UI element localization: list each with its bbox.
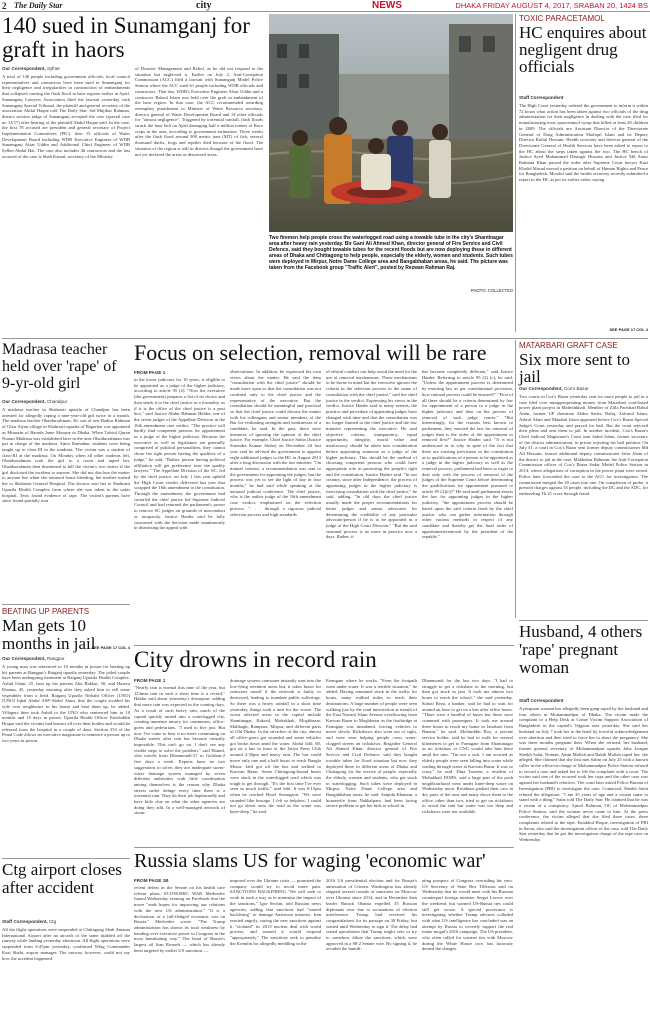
flood-photo <box>269 14 513 232</box>
story-russia <box>134 850 514 1031</box>
body: A young man was sentenced to 10 months in prison for beating up his parents at Rangpur's Raiganj upazila yesterday. The jailed couple have been undergoing treatment at Raiganj Upazila Health Complex. Aahid Islam, 25, beat up his parents Abu Bakkar, 50, and Hazera Khatun, 45, yesterday morning after they asked him to sell some vegetables from a field. Raiganj Upazila Nirbahi Officer (UNO) [UNO] Iqbal Abdul ASP-Abdul Alam, that the couple scolded his wife over neighbours to his house and beat them up, he added. Villagers then took Aahid to the UNO who sentenced him to 10 months and 10 days in prison. Upazila Health Officer Fariduddin Hoque said the victims had bruises all over their bodies and would be released from the hospital in a couple of days. Section 353 of the Penal Code allows an executive magistrate to sentence a person up to two years in prison. <box>2 664 130 744</box>
story-sunamganj <box>2 14 264 336</box>
headline: Focus on selection, removal will be rare <box>134 340 487 365</box>
body-col-2: drainage system, rainwater instantly runs into the low-lying retention areas but, it takes hours for rainwater runoff if the network is faulty or destroyed, leading to inundate public sufferings. So there was a heavy rainfall in a short time yesterday, things took a turn for the worse. The worst affected areas in the capital include Shantinagar, Kakrail, Mohakhali, Moghbazar, Malibagh, Rampura, Mirpur, and different parts of Old Dhaka. In the stretches of the city, almost all office-goers got stranded and some vehicles got broke down amid the water. Abdul Jalil, 60, got on a bus in front of the Jatiya Press Club around 2:30pm and heavy rain. The bus could move only one and a half hours to reach Bangla Motor. Jalil got off the bus and walked to Karwan Bazar. Some Chittagong-bound buses were stuck in the waterlogged road which was tough to get through. "It's the first time I've ever seen so much traffic," said Jalil. It was 6:15pm when he reached Hotel Sonargaon. "We were stranded like hostage. I felt so helpless. I could not go down onto the road as the water was knee-deep," he said. <box>230 678 321 815</box>
body-col-1: A total of 140 people including government officials, local council representatives and contractors have been sued in Sunamganj for their negligence and irregularities in construction of embankments that collapsed causing the flash flood in haor regions earlier in April. Sunamganj Lawyers Association filed the lawsuit yesterday with Sunamganj Special Tribunal, the plaintiff and general secretary of the association Abdul Haque told The Daily Star. Sid Mujibur Rahman, district session judge of Sunamganj accepted the case (special case no 13/17) after hearing of the plaintiff Abdul Haque said. In the case, the first 78 accused are president and general secretary of Project Implementation Committees (PIC), then 15 officials of Water Development Board including WDB Executive Engineer of WDB Sunamganj Afsar Uddin and Additional Chief Engineer of WDB Sylhet Abdul Hai. The case also includes 46 contractors and the last accused of the case is Shah Kamal, secretary of the Ministry <box>2 74 130 159</box>
headline: City drowns in record rain <box>134 647 377 672</box>
story-selection <box>134 341 514 641</box>
body: The High Court yesterday ordered the government to inform it within 72 hours what action has been taken against two officials of the drug administration for their negligence in dealing with the case filed for manufacturing toxic paracetamol syrup that killed at least 28 children in 2009. The officials are Assistant Director of the Directorate General of Drug Administration Shafiqul Islam and its Deputy Director Rafiul Hossain. Health secretary and director general of the Directorate General of Health Services have been asked to report to the HC about the steps taken against the two. The HC bench of Justice Syed Muhammad Dastagir Hussain and Justice Md Ataur Rahman Khan passed the order after Supreme Court lawyer Kazi Khalid Masud moved a petition on behalf of Human Rights and Peace for Bangladesh. Mosiful said the health secretary recently submitted a report to the HC as per its earlier order, saying <box>519 103 648 183</box>
kicker: MATARBARI GRAFT CASE <box>519 341 618 350</box>
section-divider <box>519 620 648 621</box>
continued-label: SEE PAGE 17 COL 4 <box>609 327 648 332</box>
story-ctg <box>2 861 130 1031</box>
body-col-1: in the lower judiciary for 10 years, is eligible to be appointed as a judge of the higher judiciary, according to article 95 (2). "Now the executive (the government) prepares a list of its choice and then sends it to the chief justice as a formality, as if it is the office of the chief justice is a post box," said Justice Abdur Rahman Halder, one of the seven judges of the Appellate Division in the 16th amendment case verdict. "The practice will hardly find competent persons for appointment as a judge of the higher judiciary. Because the executive as well as legislature are generally comprised of political personalities, they cannot chose the right person having the qualities of a judge," he said. "Rather, person having political affiliation will get preference over the quality lawyers." The Appellate Division of the SC, led by the chief justice, on July 1 this year upheld the High Court verdict delivered last year that scrapped the 16th amendment to the constitution. Through the amendment, the government had curtailed the chief justice led Supreme Judicial Council and had returned the parliament's power to remove SC judges on grounds of misconduct or incapacity. Justice Haider said he fully concurred with the decision made unanimously in dismissing the appeal with <box>134 377 225 531</box>
byline <box>2 66 132 71</box>
from-page: FROM PAGE 1 <box>134 370 166 375</box>
byline-source: Staff Correspondent, <box>2 919 48 924</box>
byline-source: Our Correspondent, <box>2 66 46 71</box>
body: A pregnant woman has allegedly been gang-raped by her husband and four others in Mohammadpur of Dhaka. The victim made the complaint to a Help Desk at Crime Victim Support Association of Bangladesh in the capital's Tejgaon area yesterday. She said her husband on July 7 took her to the hotel by forceful acknowledgement over abortion and then tried to force her to abort the pregnancy. She was three months pregnant then. When she refused, her husband, former general secretary of Mohammadpur upazila Jubo League Sheikh Safat, Noman, Amin Mollah and Rakib Mollah raped her, she alleged. She claimed that she first met Salim on July 25 with a known caller in the office-in-charge of Mohammadpur Police Station refused to record a case and asked her to file the complaint with a court. The victim said one of the accused took her cups and the other case was against her husband's relatives. The court later asked Police Bureau of Investigation (PBI) to investigate the case. Contacted, Sheikh Safat refuted the allegation. "I am 35 years of age and a cousin came to stand with a thing," Safat told The Daily Star. He claimed that he was a victim of a conspiracy. Ajmol Rahman, OC of Mohammadpur Police Station, said the woman never came to him. At the press conference, the victim alleged that she filed three cases, three complaints related to the rape. Entakhul Hoque, investigation of PBI in Savar, also said the investigation officer of the case, told The Daily Star yesterday that he got the investigation charge of the rape case on Wednesday. <box>519 706 648 843</box>
byline <box>2 919 56 924</box>
headline: HC enquires about negligent drug officials <box>519 23 647 76</box>
body-col-2: imposed over the Ukraine crisis — promised the company would try to avoid more pain. SANCTIONS BACKFIRING "We will seek to work in such a way as to minimise the impact of the sanctions," Igor Sechin, told Russian news agencies, adding that sanctions had "started backfiring" to damage American interests. Iran reacted angrily, saying the new sanctions against it "violated" its 2015 nuclear deal with world powers, and warned it would respond "appropriately." The sanctions seek to penalise the Kremlin for allegedly meddling in the <box>230 878 321 946</box>
continued-label: SEE PAGE 17 COL 4 <box>91 645 130 650</box>
body-col-1: recent defeat in the Senate on his health care reform plans. ECONOMIC WAR Medvedev fumed Wednesday evening on Facebook that the move "ends hopes for improving our relations with the new US administration." "It is a declaration of a full-fledged economic war on Russia," Medvedev wrote. "The Trump administration has shown its total weakness by handing over executive power to Congress in the most humiliating way." The head of Russia's largest oil firm Rosneft — which has already been targeted by earlier US sanctions — <box>134 885 225 953</box>
headline: Madrasa teacher held over 'rape' of 9-yr-old girl <box>2 341 117 392</box>
column-divider <box>515 340 516 618</box>
page-number: 2 <box>2 1 7 11</box>
headline: Husband, 4 others 'rape' pregnant woman <box>519 622 643 677</box>
photo-credit: PHOTO: COLLECTED <box>470 288 513 293</box>
section-divider <box>2 858 130 859</box>
body-col-3: Farmgate where he works. "Even the footpath went under water. It was a terrible situation," he added. Having remained stuck in the traffic for hours, many walked miles to reach their destinations. A large number of people were seen walking just by the road intersection at mouth of the East Nasirul Islam Avenue overflowing from Karwan Bazar to Moghbazar as the footbridge at Farmgate was inundated, forcing vehicles to move slowly. Rickshaws also went out of sight, and were seen helping people cross water-clogged streets on rickshaws. Brigadier General Ali Ahmed Khan, director general of Fire Service and Civil Defence, said they bought towable tubes for flood situation but now they deployed these in different areas of Dhaka and Chittagong for the service of people, especially the elderly, women and students, who got stuck in waterlogging. Such tubes were deployed in Mirpur, Notre Dame College area and Bangabhaban areas, he said. Sanjida Khanam, a housewife from Nakhalpara, had been facing severe problem to get her kids to school in <box>326 678 417 809</box>
flood-scene-image <box>269 14 513 232</box>
story-husband <box>519 623 648 1031</box>
section-news-label: NEWS <box>372 0 402 11</box>
from-page: FROM PAGE 1B <box>134 878 169 883</box>
byline <box>2 399 67 404</box>
byline-place: Sylhet <box>46 66 60 71</box>
section-divider <box>134 847 514 848</box>
body-col-3: 2016 US presidential election and for Russia's annexation of Crimea. Washington has already slapped several rounds of sanctions on Moscow over Ukraine since 2014, and in December then leader Barack Obama expelled 35 Russian diplomats over due to accusations of election interference. Trump had received his congratulations for its passage on 30 Friday, but waited until Wednesday to sign it. The delay had raised speculation that Trump might veto or try to somehow dilute the sanctions, which were approved in a 98-2 Senate vote. By signing it, he avoided the humili- <box>326 878 417 952</box>
kicker: BEATING UP PARENTS <box>2 607 90 616</box>
section-divider <box>2 338 648 339</box>
byline: Staff Correspondent <box>519 698 564 703</box>
body-col-4: ating prospect of Congress overriding his veto. US Secretary of State Rex Tillerson said on Wednesday that he would meet with his Russian counterpart foreign minister Sergei Lavrov over the weekend, but warned US-Russia ties could still get worse. A special prosecutor is investigating whether Trump advisers colluded with what US intelligence has concluded was an attempt by Russia to covertly support the real estate mogul's 2016 campaign. The US president, who often called for warmer ties with Moscow during the White House race, has furiously denied the charges. <box>422 878 513 952</box>
byline-place: Cox's Bazar <box>563 386 589 391</box>
story-beating <box>2 607 130 855</box>
date-line: DHAKA FRIDAY AUGUST 4, 2017, SRABAN 20, 1424 BS <box>455 1 648 10</box>
body-col-1: "Nearly rain is normal this time of the year, but 123mm rain in such a short time is a record," Haldar said about yesterday's downpour, adding that more rain was expected in the coming days. As a result of such heavy rain, much of the capital quickly turned into a waterlogged city, creating immense misery for commuters, office-goers and pedestrians. "I used to live just. But now I've come to bear it no more commuting on Dhaka streets after rain has become virtually impossible. This can't go on. I don't see any visible steps to solve the problem," said Hamid, who travels from Dhanmondi-27 to Gulshan-2 five days a week. Experts have no two suggestions to solve; they are inadequate storm-water drainage system managed by seven different authorities with little coordination among themselves is the reason why Dhaka streets suffer deluge every time there is a torrential rain. They do their job haphazardly and have little clue on what the other agencies are doing they add. In a well-managed network of storm- <box>134 685 225 816</box>
body-col-4: Dhanmondi for the last two days. "I had to struggle to get a rickshaw in the morning, but then got stuck in jam. It took me almost two hours to reach the school," she said yesterday. Sohail Reza, a banker, said he had to wait for around an hour to get on a bus after office hours. "There were a handful of buses but those were crammed with passengers. It took me around three hours to reach my home in Jatrabari from Banani," he said. Mohiuddin Roy, a private service holder, said he had to walk for several kilometres to get to Farmgate from Shantinagar as no rickshaw or CNG would take him there amid the rain. "I'm not a sick. I am worried as elderly people were seen falling into water while wading through water at Karwan Bazar. It was so scary," he said. Dina Tasreen, a resident of Mohakhali DOHS, said a large part of the posh neighbourhood went under knee-deep water on Wednesday noon. Residents parked their cars in dry parts of the area and many drove them to the office, other than two, tried to get on rickshaws to avoid the rain but water was too deep and rickshaws were not available. <box>422 678 513 815</box>
body: A madrasa teacher in Shahrasti upazila of Chandpur has been arrested for allegedly raping a nine-year-old girl twice in a month. The madrasa teacher Obaidurrahman, 30, son of one Badiur Rahman of Ghor Arjun village in Shahrasti upazila of Bagerhat was appointed as Muazzin of Baruda Jame Mosque in Dhaka. When Tafsiul Quran Nurani Madrasa was established later in the area Obaidurrahman was put in charge of the madrasa. Since Ramadan, students were being taught up to class-III in the madrasa. The victim was a student of class-III at the madrasa. On Monday when all other students left, Obaidurrahman took the girl to a room and raped her. Obaidurrahman then threatened to kill the victim's two sisters if the girl disclosed the incident to anyone. She did not disclose the matter to anyone but when she returned home bleeding, her mother rushed her to Shahrasti General Hospital. The doctors sent her to Shahrasti Upazila Health Complex from where she was taken to the sadar hospital. Tests found evidence of rape. The victim's parents have since found partially torn <box>2 407 130 504</box>
body: All the flight operations were suspended at Chittagong Shah Amanat International Airport after an aircraft of the same skidded off the runway while landing yesterday afternoon. All flight operations were suspended from 6:47pm yesterday, confirmed Wing Commander Kazi Shahi, airport manager. The runway, however, could not say how the accident happened. <box>2 927 130 961</box>
body-col-2: observations. In addition, he expressed his own views about the matter. He said the term "consultation with the chief justice" should be made more open so that the consultation was not confined only to the chief justice and the representative of the executive. But the consultation should be meaningful and practical so that the chief justice could discuss the matter with his colleagues and senior members of the Bar for evaluating strengths and weaknesses of a candidate, he said. In the past, there were instances of ignoring the opinion of the chief justice. For example, Chief Justice Sinha (Justice Surendra Kumar Sinha) on December 24 last year said he advised the government to appoint eight additional judges to the HC in August 2013 after a long discussion with the law minister. "On mutual consent, a recommendation was sent to the government for appointing the judges, but the process was yet to see the light of day in four months," he had said while speaking at the national judicial conference. The chief justice, who is the author judge of the 16th amendment case verdict, emphasised on the selection process. ". . . through a rigorous judicial selection process and high standards <box>230 369 321 517</box>
story-sixmore <box>519 341 648 619</box>
section-label: city <box>196 0 212 11</box>
headline: Russia slams US for waging 'economic war' <box>134 850 486 872</box>
story-hc <box>519 14 648 336</box>
masthead <box>0 0 650 12</box>
byline-source: Our Correspondent, <box>2 399 46 404</box>
headline: Man gets 10 months in jail <box>2 616 96 653</box>
headline: 140 sued in Sunamganj for graft in haors <box>2 13 250 62</box>
kicker: TOXIC PARACETAMOL <box>519 14 605 23</box>
byline-place: Chandpur <box>46 399 68 404</box>
story-rain <box>134 648 514 844</box>
body-col-3: of ethical conduct can help avoid the need for the use of removal mechanisms. These mechanisms to be borne in mind but the executive ignores the criteria in the selection process in the name of consultation with the chief justice," said the chief justice in the verdict. Expressing his views in the verdict, Justice Haider said to many extents, the practice and procedure of appointing judges have changed with time and that the consultation was no longer limited to the chief justice and the law minister representing the executive. He said objective criteria, transparency, equal opportunity, integrity, moral value and meritocracy should be taken into consideration before appointing someone as a judge of the higher judiciary. This should be the method of choosing competent persons who could have appropriate role in protecting the people's right and the constitution, Justice Haider said. "In our country, since after Independence, the process of appointing judges in the higher judiciary is exercising consultation with the chief justice," he said, adding, "In old days the chief justice usually made the proper recommendations for better judges and senior advocates for determining the credibility of any particular advocate/person if he is to be appointed as a judge of the High Court Division." "But the said seasonal process is no more in practice now a days. Rather, it <box>326 369 417 540</box>
byline <box>519 386 589 391</box>
photo-caption: Two firemen help people cross the waterlogged road using a towable tube in the city's Shantinagar area after heavy rain yesterday. Bir Gani Ali Ahmed Khan, director general of Fire Service and Civil Defence, said they bought towable tubes for the recent floods but are now deploying these in different areas of Dhaka and Chittagong to help people, especially the elderly, women and students. Such tubes were deployed in Mirpur, Notre Dame College area and Bangabhaban areas, he said. The picture was taken from the Facebook group "Traffic Alert", posted by Rezwan Rahman Raj. <box>269 235 513 272</box>
byline: Staff Correspondent <box>519 95 564 100</box>
headline: Six more sent to jail <box>519 350 630 386</box>
byline-source: Our Correspondent, <box>2 656 46 661</box>
byline-place: Ctg <box>48 919 57 924</box>
body: Two courts in Cox's Bazar yesterday sent six more people to jail in a case filed over misappropriating money from Matarbari coal-based power plant project in Maheshkhali. Member of Zilla Parishad Babul Amin, former UP chairman Abdur Satter, Rafiq, Zohurul Islam, Ashraf Alam and Matubul Islam appeared before Cox's Bazar Special Judge's Court yesterday and prayed for bail. But the court rejected their pleas and sent them to jail. In another incident, Cox's Bazar's Chief Judicial Magistrate's Court sent Jaded Islam, former secretary of the district administration, to prison rejecting his bail petition. On July 31, a court in Cox's Bazar sent former deputy commissioner Md Ali Hossain, former additional deputy commissioner Jafar Alam of the district to jail in the case. Mahbubur Rahman, the Anti-Corruption Commission officer of Cox's Bazar Sadar Model Police Station in 2014, where allegations of corruption in the power plant were raised. Police later forwarded the case to the ACC for investigation. The commission merged the 20 cases into one. On completion of probe, it pressed charges against 35 people, including the DC and the ADC, for embezzling Tk 21 crore through fraud. <box>519 394 648 496</box>
body-col-4: has become completely different," said Justice Haider. Referring to article 95 (2) (c), he said, "Unless the appointment process is determined by enacting law as per constitutional provision, how rational process could be ensured?" "First of all there should be a criteria determined by law for appointment of a person to a judge in the higher judiciary and then on the process of removal of such judge comes." "But interestingly, for the reasons best known to parliament, they enacted the law for removal of judges then is the order of the appointment or removal first?" Justice Haider said. "It is not understood as to why in spite of the fact that there are existing provisions in the constitution as to qualifications of a person to be appointed as a judge in the higher judiciary as well as the removal process, parliament had been so eager to deal only with the process of removal of the judges of the Supreme Court before determining the qualifications for appointment pursuant to article 95 (2)(c)?" He said until parliament enacts the law for appointing judges in the higher judiciary, "the appointment process should be based upon the said criteria fixed by the chief justice, who can gather information through other various methods in respect of any candidate and thereby get the final order of appointment/removal by the president of the republic." <box>422 369 513 540</box>
headline: Ctg airport closes after accident <box>2 860 122 897</box>
section-divider <box>2 604 130 605</box>
body-col-2: of Disaster Management and Relief, as he did not respond to the situation but neglected it. Earlier on July 2, Anti-Corruption Commission (ACC) filed a lawsuit with Sunamganj Model Police Station where the ACC sued 61 people including WDB officials and contractors. That day, WDB's Executive Engineer Afsar Uddin and a contractor Babrul Islam was held over the graft in embankment of the haor region. In that case, the ACC recommended awarding exemplary punishment to Minister of Water Resource secretary, director general of Water Development Board and 14 other officials for "utmost negligence". Triggered by torrential rainfall, flash floods struck the haor belt on April damaging half a million tonnes of Boro crops in the area, according to government estimation. Three weeks after the flash flood around 900 metric tons (MT) of fish, several thousand ducks, frogs and reptiles died because of the flood. The situation of the region is still in distress though the government have not yet declared the areas as distressed areas. <box>135 66 263 157</box>
from-page: FROM PAGE 1 <box>134 678 166 683</box>
column-divider <box>515 14 516 332</box>
paper-name: The Daily Star <box>14 1 63 10</box>
section-divider <box>134 645 514 646</box>
byline <box>2 656 65 661</box>
byline-place: Rangpur <box>46 656 65 661</box>
byline-source: Our Correspondent, <box>519 386 563 391</box>
